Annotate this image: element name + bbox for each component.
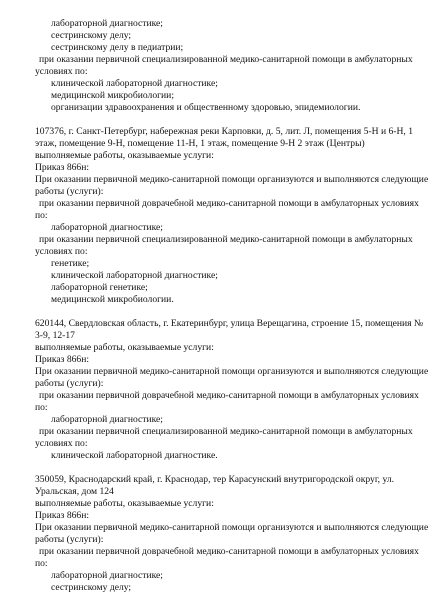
list-item: клинической лабораторной диагностике;	[51, 270, 218, 281]
paragraph-line: выполняемые работы, оказываемые услуги:	[35, 498, 214, 509]
list-item: лабораторной диагностике;	[51, 18, 163, 29]
list-item: медицинской микробиологии;	[51, 90, 174, 101]
paragraph-line: условиях по:	[35, 438, 88, 449]
order-line: Приказ 866н:	[35, 162, 90, 173]
address-line: 620144, Свердловская область, г. Екатеринбург, улица Верещагина, строение 15, помещения №	[35, 318, 424, 329]
paragraph-line: При оказании первичной медико-санитарной помощи организуются и выполняются следующие	[35, 174, 429, 185]
list-item: медицинской микробиологии.	[51, 294, 174, 305]
list-item: организации здравоохранения и общественному здоровью, эпидемиологии.	[51, 102, 361, 113]
paragraph-line: выполняемые работы, оказываемые услуги:	[35, 342, 214, 353]
paragraph-line: работы (услуги):	[35, 186, 104, 197]
list-item: лабораторной диагностике;	[51, 414, 163, 425]
paragraph-line: выполняемые работы, оказываемые услуги:	[35, 150, 214, 161]
order-line: Приказ 866н:	[35, 354, 90, 365]
paragraph-line: условиях по:	[35, 246, 88, 257]
address-line: 350059, Краснодарский край, г. Краснодар, тер Карасунский внутригородской округ, ул.	[35, 474, 395, 485]
list-item: генетике;	[51, 258, 90, 269]
paragraph-line: при оказании первичной доврачебной медико-санитарной помощи в амбулаторных условиях	[39, 546, 419, 557]
list-item: лабораторной диагностике;	[51, 570, 163, 581]
list-item: клинической лабораторной диагностике;	[51, 78, 218, 89]
paragraph-line: при оказании первичной специализированной медико-санитарной помощи в амбулаторных	[39, 426, 413, 437]
paragraph-line: при оказании первичной доврачебной медико-санитарной помощи в амбулаторных условиях	[39, 390, 419, 401]
paragraph-line: по:	[35, 210, 48, 221]
list-item: лабораторной генетике;	[51, 282, 148, 293]
paragraph-line: при оказании первичной специализированной медико-санитарной помощи в амбулаторных	[39, 54, 413, 65]
paragraph-line: при оказании первичной доврачебной медико-санитарной помощи в амбулаторных условиях	[39, 198, 419, 209]
paragraph-line: при оказании первичной специализированной медико-санитарной помощи в амбулаторных	[39, 234, 413, 245]
list-item: сестринскому делу;	[51, 30, 132, 41]
paragraph-line: При оказании первичной медико-санитарной помощи организуются и выполняются следующие	[35, 522, 429, 533]
paragraph-line: по:	[35, 402, 48, 413]
paragraph-line: условиях по:	[35, 66, 88, 77]
paragraph-line: по:	[35, 558, 48, 569]
address-line: 107376, г. Санкт-Петербург, набережная реки Карповки, д. 5, лит. Л, помещения 5-Н и 6-Н, 1	[35, 126, 413, 137]
list-item: сестринскому делу в педиатрии;	[51, 42, 184, 53]
paragraph-line: работы (услуги):	[35, 534, 104, 545]
list-item: клинической лабораторной диагностике.	[51, 450, 218, 461]
list-item: лабораторной диагностике;	[51, 222, 163, 233]
paragraph-line: работы (услуги):	[35, 378, 104, 389]
order-line: Приказ 866н:	[35, 510, 90, 521]
address-line: 3-9, 12-17	[35, 330, 75, 341]
address-line: Уральская, дом 124	[35, 486, 114, 497]
paragraph-line: При оказании первичной медико-санитарной помощи организуются и выполняются следующие	[35, 366, 429, 377]
address-line: этаж, помещение 9-Н, помещение 11-Н, 1 этаж, помещение 9-Н 2 этаж (Центры)	[35, 138, 365, 149]
list-item: сестринскому делу;	[51, 582, 132, 593]
